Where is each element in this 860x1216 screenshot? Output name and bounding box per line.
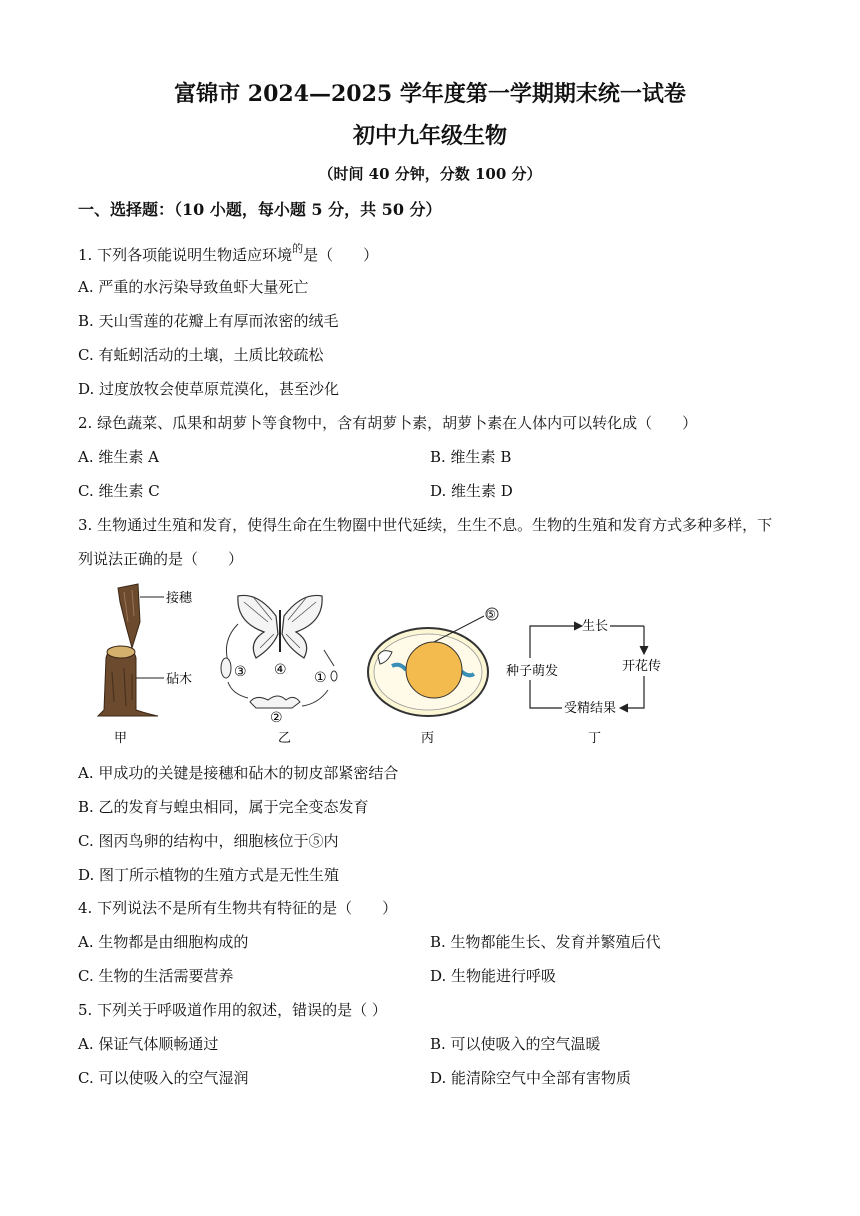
figure-b-caption: 乙 (278, 731, 292, 744)
question-3-stem-line-1: 3. 生物通过生殖和发育，使得生命在生物圈中世代延续，生生不息。生物的生殖和发育方式多种多样，下 (78, 516, 773, 534)
question-1-option-a[interactable]: A. 严重的水污染导致鱼虾大量死亡 (78, 278, 309, 296)
question-1-option-d[interactable]: D. 过度放牧会使草原荒漠化，甚至沙化 (78, 380, 340, 398)
question-1-stem-sup: 的 (292, 242, 304, 255)
exam-subtitle: 初中九年级生物 (352, 123, 507, 149)
plant-lifecycle-diagram (506, 618, 661, 744)
question-5-option-b[interactable]: B. 可以使吸入的空气温暖 (430, 1035, 601, 1053)
section-heading: 一、选择题：（10 小题，每小题 5 分，共 50 分） (78, 200, 442, 219)
question-5-option-d[interactable]: D. 能清除空气中全部有害物质 (430, 1069, 632, 1087)
question-5-stem: 5. 下列关于呼吸道作用的叙述，错误的是（ ） (78, 1001, 387, 1019)
scion-label: 接穗 (166, 591, 193, 606)
bird-egg-diagram (368, 608, 498, 744)
cycle-flower-label: 开花传 (622, 659, 662, 674)
question-1-option-b[interactable]: B. 天山雪莲的花瓣上有厚而浓密的绒毛 (78, 312, 339, 330)
stage-1-marker: ① (314, 670, 327, 686)
question-5-option-a[interactable]: A. 保证气体顺畅通过 (78, 1035, 219, 1053)
question-4-option-d[interactable]: D. 生物能进行呼吸 (430, 967, 557, 985)
stage-4-marker: ④ (274, 662, 287, 678)
egg-part-5-marker: ⑤ (486, 608, 496, 621)
figure-c-caption: 丙 (421, 731, 435, 744)
stage-2-marker: ② (270, 710, 283, 726)
butterfly-lifecycle-diagram (221, 595, 337, 744)
stage-3-marker: ③ (234, 664, 247, 680)
question-3-option-c[interactable]: C. 图丙鸟卵的结构中，细胞核位于⑤内 (78, 832, 339, 850)
question-1-stem-part-a: 1. 下列各项能说明生物适应环境 (78, 246, 293, 264)
grafting-diagram (98, 584, 193, 744)
cycle-germ-label: 种子萌发 (506, 664, 559, 679)
question-5-option-c[interactable]: C. 可以使吸入的空气湿润 (78, 1069, 249, 1087)
question-1-stem (78, 240, 378, 265)
question-2-option-b[interactable]: B. 维生素 B (430, 448, 512, 466)
question-3-option-b[interactable]: B. 乙的发育与蝗虫相同，属于完全变态发育 (78, 798, 369, 816)
question-4-stem: 4. 下列说法不是所有生物共有特征的是（ ） (78, 899, 398, 917)
question-2-option-c[interactable]: C. 维生素 C (78, 482, 160, 500)
cycle-grow-label: 生长 (582, 619, 609, 634)
question-4-option-a[interactable]: A. 生物都是由细胞构成的 (78, 933, 249, 951)
question-4-option-c[interactable]: C. 生物的生活需要营养 (78, 967, 234, 985)
exam-title: 富锦市 2024—2025 学年度第一学期期末统一试卷 (174, 81, 686, 107)
figure-d-caption: 丁 (588, 731, 602, 744)
question-2-option-a[interactable]: A. 维生素 A (78, 448, 159, 466)
question-2-stem: 2. 绿色蔬菜、瓜果和胡萝卜等食物中，含有胡萝卜素，胡萝卜素在人体内可以转化成（ ） (78, 414, 698, 432)
rootstock-label: 砧木 (166, 672, 193, 687)
cycle-fruit-label: 受精结果 (564, 701, 617, 716)
question-3-option-d[interactable]: D. 图丁所示植物的生殖方式是无性生殖 (78, 866, 340, 884)
question-2-option-d[interactable]: D. 维生素 D (430, 482, 513, 500)
question-1-option-c[interactable]: C. 有蚯蚓活动的土壤，土质比较疏松 (78, 346, 324, 364)
time-note: （时间 40 分钟，分数 100 分） (318, 165, 542, 183)
figure-a-caption: 甲 (114, 731, 128, 744)
question-3-option-a[interactable]: A. 甲成功的关键是接穗和砧木的韧皮部紧密结合 (78, 764, 399, 782)
question-1-stem-part-b: 是（ ） (303, 246, 379, 264)
question-3-stem-line-2: 列说法正确的是（ ） (78, 550, 244, 568)
question-4-option-b[interactable]: B. 生物都能生长、发育并繁殖后代 (430, 933, 661, 951)
reproduction-figure (88, 582, 668, 744)
